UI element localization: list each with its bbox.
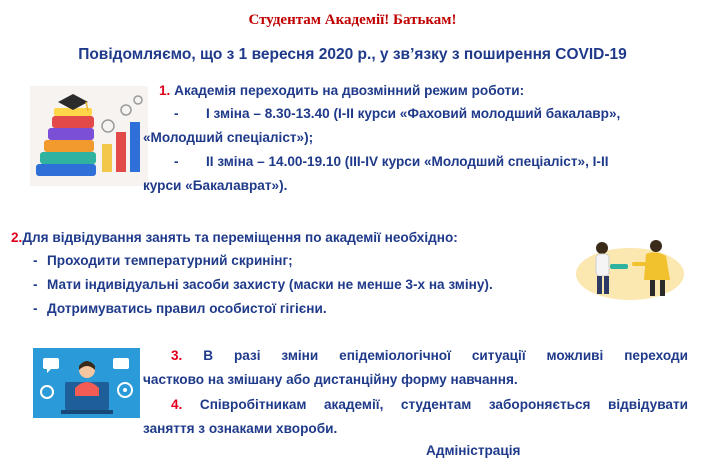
item-1-number: 1. [159, 83, 171, 98]
shift-1-line-1: - І зміна – 8.30-13.40 (І-ІІ курси «Фаховий молодший бакалавр», [174, 106, 621, 121]
signature: Адміністрація [426, 443, 521, 458]
online-learning-icon [33, 348, 140, 418]
shift-2-line-1: - ІІ зміна – 14.00-19.10 (ІІІ-IV курси «Молодший спеціаліст», І-ІІ [174, 154, 609, 169]
item-4-number: 4. [171, 397, 183, 412]
item-1-heading: 1. Академія переходить на двозмінний режим роботи: [159, 83, 525, 98]
shift-1-line-2: «Молодший спеціаліст»); [143, 130, 314, 145]
item-2-heading: 2.Для відвідування занять та переміщення по академії необхідно: [11, 230, 458, 245]
list-item: - Проходити температурний скринінг; [33, 253, 293, 268]
page-title: Студентам Академії! Батькам! [248, 12, 457, 28]
list-item: - Мати індивідуальні засоби захисту (маски не менше 3-х на зміну). [33, 277, 493, 292]
item-3-line-1: 3. В разі зміни епідеміологічної ситуації можливі переходи [171, 348, 688, 363]
item-4-line-1: 4. Співробітникам академії, студентам забороняється відвідувати [171, 397, 688, 412]
people-handshake-icon [574, 234, 686, 302]
item-2-number: 2. [11, 230, 23, 245]
announcement-subtitle: Повідомляємо, що з 1 вересня 2020 р., у звʼязку з поширення COVID-19 [78, 46, 627, 63]
item-4-line-2: заняття з ознаками хвороби. [143, 421, 338, 436]
shift-2-line-2: курси «Бакалаврат»). [143, 178, 288, 193]
list-item: - Дотримуватись правил особистої гігієни. [33, 301, 327, 316]
item-3-line-2: частково на змішану або дистанційну форму навчання. [143, 372, 518, 387]
books-graduation-icon [30, 86, 148, 186]
item-3-number: 3. [171, 348, 183, 363]
